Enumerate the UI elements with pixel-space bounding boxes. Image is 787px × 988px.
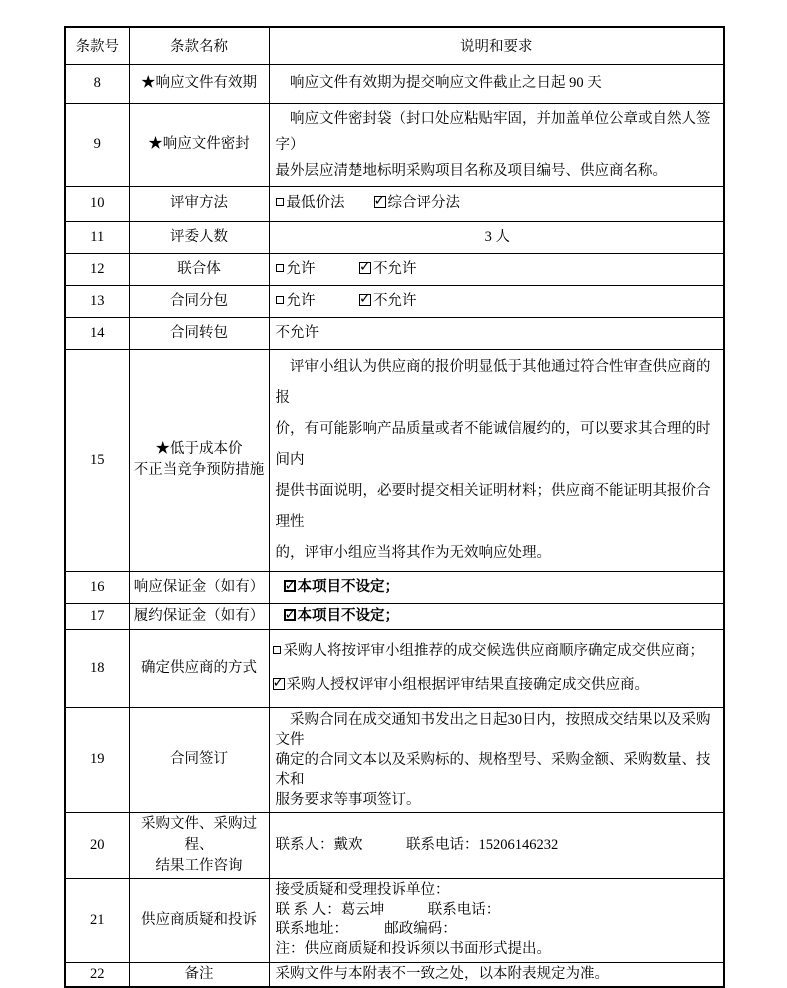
clause-name: ★响应文件密封 xyxy=(129,103,269,186)
description-line xyxy=(276,323,720,344)
text-segment: 采购合同在成交通知书发出之日起30日内，按照成交结果以及采购文件 xyxy=(275,711,711,748)
clause-description xyxy=(269,285,724,317)
clause-name: 确定供应商的方式 xyxy=(129,629,269,707)
table-row xyxy=(65,317,724,349)
clause-number: 13 xyxy=(65,285,129,317)
table-row xyxy=(65,571,724,603)
checkbox-unchecked-icon xyxy=(276,296,284,304)
table-row xyxy=(65,629,724,707)
table-row xyxy=(65,103,724,186)
table-row xyxy=(65,253,724,285)
checkbox-checked-icon xyxy=(284,609,296,621)
text-segment: 服务要求等事项签订。 xyxy=(275,791,421,808)
table-row xyxy=(65,962,724,987)
description-line xyxy=(276,227,720,248)
description-line xyxy=(276,920,720,940)
table-row xyxy=(65,603,724,629)
text-segment: 不允许 xyxy=(275,324,319,341)
description-line xyxy=(276,414,720,476)
clause-table xyxy=(64,26,725,988)
text-segment: 提供书面说明，必要时提交相关证明材料；供应商不能证明其报价合理性 xyxy=(275,482,711,530)
text-segment: 本项目不设定； xyxy=(297,607,399,624)
clause-description xyxy=(269,707,724,812)
table-header-row xyxy=(65,27,724,64)
text-segment: 采购文件与本附表不一致之处，以本附表规定为准。 xyxy=(275,966,609,982)
text-segment: 注：供应商质疑和投诉须以书面形式提出。 xyxy=(275,940,551,957)
clause-number: 20 xyxy=(65,812,129,878)
clause-number: 10 xyxy=(65,186,129,221)
clause-description xyxy=(269,103,724,186)
header-clause-name: 条款名称 xyxy=(129,27,269,64)
clause-name: 联合体 xyxy=(129,253,269,285)
clause-number: 18 xyxy=(65,629,129,707)
clause-name: ★低于成本价 不正当竞争预防措施 xyxy=(129,349,269,571)
text-segment: 响应文件有效期为提交响应文件截止之日起 90 天 xyxy=(275,75,602,91)
text-segment: 确定的合同文本以及采购标的、规格型号、采购金额、采购数量、技术和 xyxy=(275,751,711,788)
description-line xyxy=(276,291,720,312)
description-line xyxy=(276,901,720,921)
description-line xyxy=(276,352,720,414)
clause-number: 9 xyxy=(65,103,129,186)
text-segment: 接受质疑和受理投诉单位： xyxy=(275,882,450,898)
clause-number: 12 xyxy=(65,253,129,285)
text-segment: 最外层应清楚地标明采购项目名称及项目编号、供应商名称。 xyxy=(275,162,667,179)
table-row xyxy=(65,64,724,103)
text-segment: 联系地址： 邮政编码： xyxy=(275,921,457,937)
clause-description xyxy=(269,571,724,603)
text-segment: 不允许 xyxy=(373,292,417,309)
description-line xyxy=(276,750,720,790)
checkbox-checked-icon xyxy=(284,580,296,592)
table-row xyxy=(65,186,724,221)
clause-number: 17 xyxy=(65,603,129,629)
description-line xyxy=(276,259,720,280)
clause-description xyxy=(269,349,724,571)
description-line xyxy=(276,538,720,569)
clause-description xyxy=(269,253,724,285)
text-segment: 响应文件密封袋（封口处应粘贴牢固，并加盖单位公章或自然人签字） xyxy=(275,110,711,153)
text-segment: 3 人 xyxy=(484,228,510,245)
checkbox-unchecked-icon xyxy=(273,646,281,654)
description-line xyxy=(276,710,720,750)
text-segment: 采购人授权评审小组根据评审结果直接确定成交供应商。 xyxy=(286,677,649,693)
clause-name: 备注 xyxy=(129,962,269,987)
clause-description xyxy=(269,962,724,987)
description-line xyxy=(284,577,720,598)
description-line xyxy=(284,606,720,627)
header-description: 说明和要求 xyxy=(269,27,724,64)
table-body xyxy=(65,64,724,987)
clause-name: 评审方法 xyxy=(129,186,269,221)
clause-description xyxy=(269,64,724,103)
description-line xyxy=(276,790,720,810)
description-line xyxy=(273,668,720,702)
checkbox-checked-icon xyxy=(359,294,371,306)
description-line xyxy=(276,193,720,214)
clause-name: 采购文件、采购过程、 结果工作咨询 xyxy=(129,812,269,878)
text-segment: 允许 xyxy=(286,260,359,277)
text-segment: 允许 xyxy=(286,292,359,309)
description-line xyxy=(276,835,720,856)
clause-number: 22 xyxy=(65,962,129,987)
checkbox-unchecked-icon xyxy=(276,198,284,206)
clause-name: 响应保证金（如有） xyxy=(129,571,269,603)
text-segment: 不允许 xyxy=(373,260,417,277)
text-segment: 价，有可能影响产品质量或者不能诚信履约的，可以要求其合理的时间内 xyxy=(275,420,711,468)
table-row xyxy=(65,812,724,878)
clause-description xyxy=(269,812,724,878)
text-segment: 最低价法 xyxy=(286,195,374,211)
text-segment: 采购人将按评审小组推荐的成交候选供应商顺序确定成交供应商； xyxy=(283,643,704,659)
clause-number: 16 xyxy=(65,571,129,603)
table-row xyxy=(65,878,724,962)
description-line xyxy=(276,966,720,982)
clause-description xyxy=(269,878,724,962)
checkbox-unchecked-icon xyxy=(276,264,284,272)
checkbox-checked-icon xyxy=(273,678,285,690)
text-segment: 评审小组认为供应商的报价明显低于其他通过符合性审查供应商的报 xyxy=(275,358,711,406)
clause-description xyxy=(269,603,724,629)
table-row xyxy=(65,285,724,317)
clause-number: 14 xyxy=(65,317,129,349)
text-segment: 联 系 人：葛云坤 联系电话： xyxy=(275,901,501,918)
clause-number: 19 xyxy=(65,707,129,812)
table-row xyxy=(65,221,724,253)
description-line xyxy=(273,634,720,668)
description-line xyxy=(276,881,720,901)
clause-number: 21 xyxy=(65,878,129,962)
text-segment: 联系人：戴欢 联系电话：15206146232 xyxy=(275,836,559,853)
table-row xyxy=(65,707,724,812)
text-segment: 的，评审小组应当将其作为无效响应处理。 xyxy=(275,544,551,561)
clause-number: 15 xyxy=(65,349,129,571)
description-line xyxy=(276,476,720,538)
checkbox-checked-icon xyxy=(374,196,386,208)
description-line xyxy=(276,106,720,158)
description-line xyxy=(276,158,720,184)
description-line xyxy=(276,73,720,94)
clause-description xyxy=(269,221,724,253)
clause-description xyxy=(269,186,724,221)
clause-number: 8 xyxy=(65,64,129,103)
clause-name: 评委人数 xyxy=(129,221,269,253)
clause-number: 11 xyxy=(65,221,129,253)
table-row xyxy=(65,349,724,571)
clause-name: 供应商质疑和投诉 xyxy=(129,878,269,962)
clause-name: 履约保证金（如有） xyxy=(129,603,269,629)
header-clause-no: 条款号 xyxy=(65,27,129,64)
clause-description xyxy=(269,629,724,707)
text-segment: 综合评分法 xyxy=(387,195,460,211)
text-segment: 本项目不设定； xyxy=(297,578,399,595)
clause-name: ★响应文件有效期 xyxy=(129,64,269,103)
clause-name: 合同分包 xyxy=(129,285,269,317)
description-line xyxy=(276,940,720,960)
checkbox-checked-icon xyxy=(359,262,371,274)
clause-name: 合同转包 xyxy=(129,317,269,349)
clause-name: 合同签订 xyxy=(129,707,269,812)
clause-description xyxy=(269,317,724,349)
